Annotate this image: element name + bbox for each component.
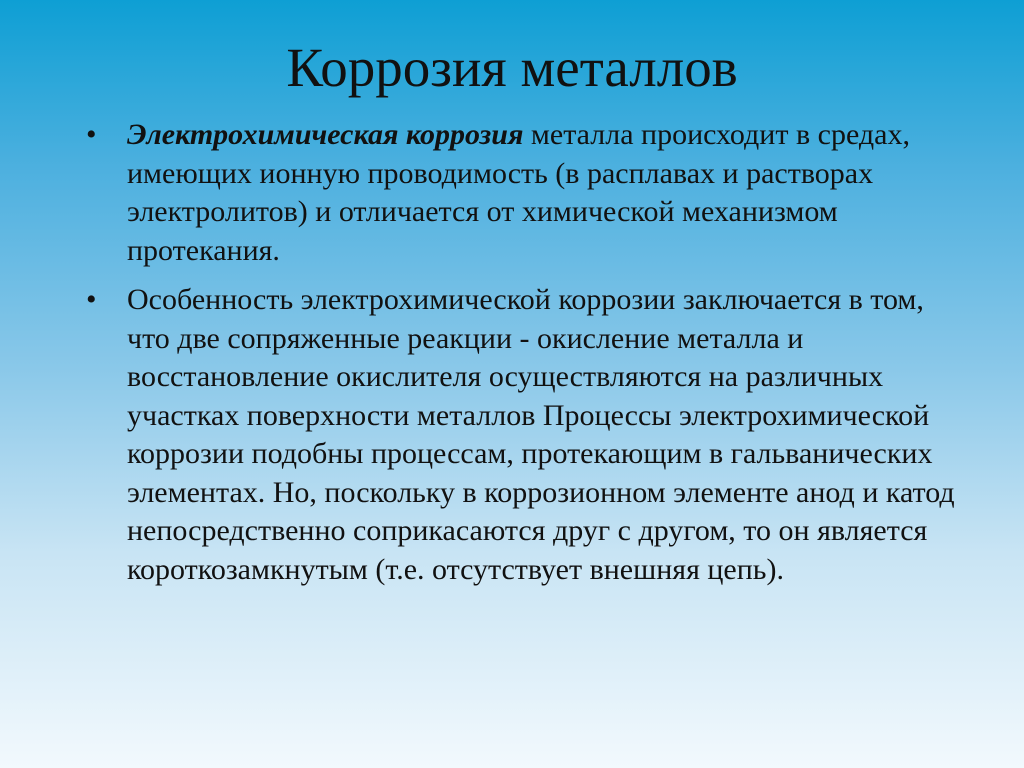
bullet-item-electrochemical-corrosion <box>86 116 956 270</box>
bullet-list <box>86 116 956 600</box>
slide-title: Коррозия металлов <box>286 37 738 98</box>
bullet-item-corrosion-feature <box>86 281 956 589</box>
bullet-text: металла происходит в средах, имеющих ионную проводимость (в расплавах и растворах электролитов) и отличается от химической механизмом протекания. <box>127 118 910 267</box>
bullet-marker: • <box>86 283 97 316</box>
bullet-marker: • <box>86 118 97 151</box>
bullet-term: Электрохимическая коррозия <box>127 118 524 151</box>
bullet-text: Особенность электрохимической коррозии заключается в том, что две сопряженные реакции - окисление металла и восстановление окислителя осуществляются на различных участках поверхности металлов Процессы электрохимической коррозии подобны процессам, протекающим в гальванических элементах. Но, поскольку в коррозионном элементе анод и катод непосредственно соприкасаются друг с другом, то он является короткозамкнутым (т.е. отсутствует внешняя цепь). <box>127 283 955 586</box>
